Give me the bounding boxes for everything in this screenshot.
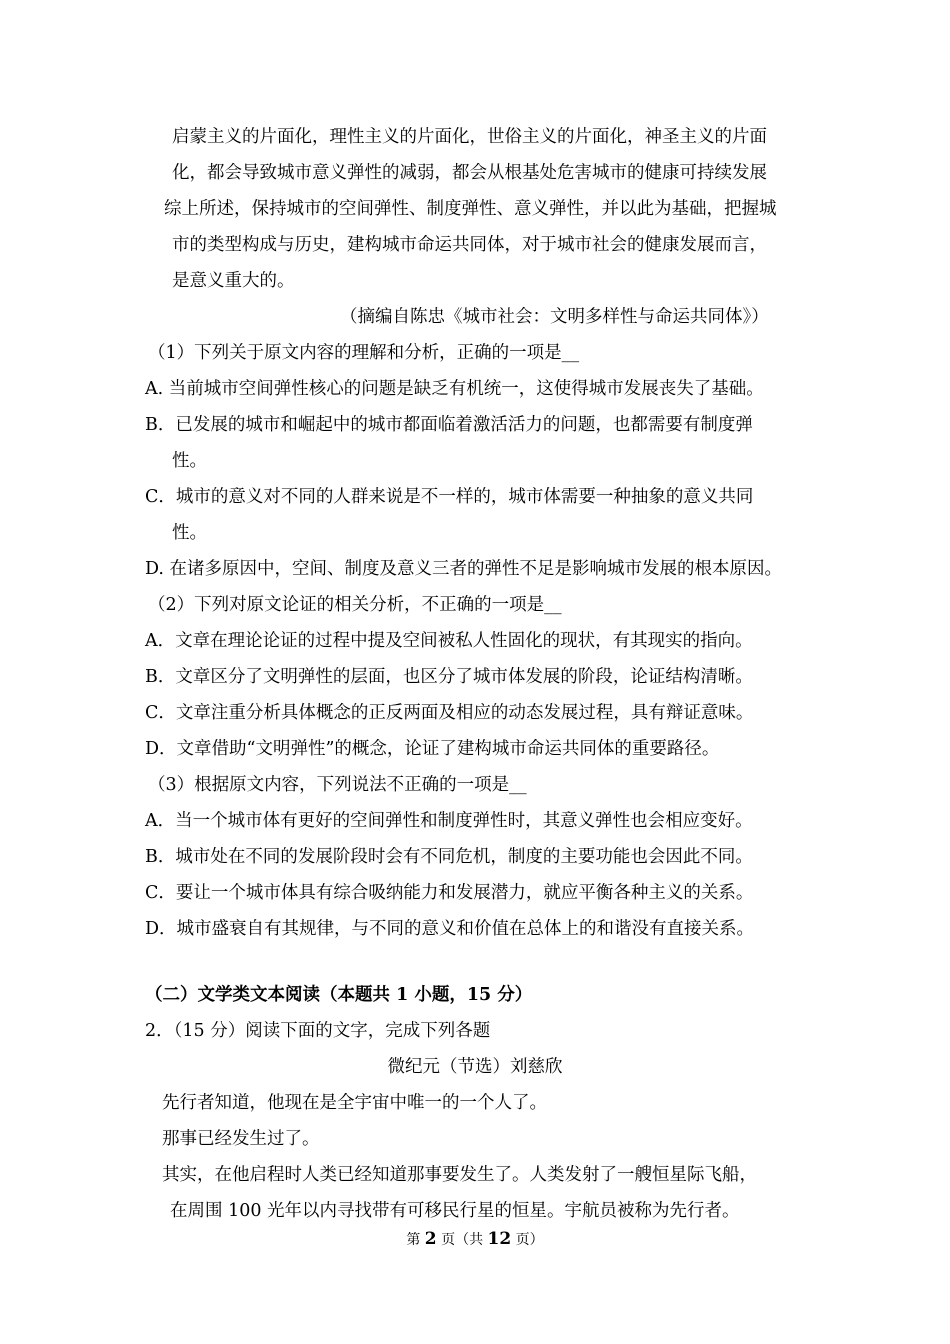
question-stem: （2）下列对原文论证的相关分析，不正确的一项是__ (148, 595, 562, 615)
option-line: 性。 (172, 523, 207, 543)
story-paragraph: 其实，在他启程时人类已经知道那事要发生了。人类发射了一艘恒星际飞船， (162, 1165, 757, 1185)
footer-prefix: 第 (406, 1232, 421, 1248)
option-line: C．文章注重分析具体概念的正反两面及相应的动态发展过程，具有辩证意味。 (145, 703, 754, 723)
passage-line: 市的类型构成与历史，建构城市命运共同体，对于城市社会的健康发展而言， (172, 235, 767, 255)
option-line: B．城市处在不同的发展阶段时会有不同危机，制度的主要功能也会因此不同。 (145, 847, 753, 867)
story-paragraph: 在周围 100 光年以内寻找带有可移民行星的恒星。宇航员被称为先行者。 (170, 1201, 740, 1221)
option-line: B．已发展的城市和崛起中的城市都面临着激活活力的问题，也都需要有制度弹 (145, 415, 753, 435)
option-line: A．当一个城市体有更好的空间弹性和制度弹性时，其意义弹性也会相应变好。 (145, 811, 753, 831)
question-stem: （3）根据原文内容，下列说法不正确的一项是__ (148, 775, 527, 795)
option-line: B．文章区分了文明弹性的层面，也区分了城市体发展的阶段，论证结构清晰。 (145, 667, 753, 687)
option-line: C．要让一个城市体具有综合吸纳能力和发展潜力，就应平衡各种主义的关系。 (145, 883, 754, 903)
section-heading: （二）文学类文本阅读（本题共 1 小题，15 分） (145, 985, 533, 1005)
option-line: C．城市的意义对不同的人群来说是不一样的，城市体需要一种抽象的意义共同 (145, 487, 754, 507)
page-footer (0, 1229, 950, 1249)
option-line: A．文章在理论论证的过程中提及空间被私人性固化的现状，有其现实的指向。 (145, 631, 753, 651)
footer-suffix: 页） (515, 1232, 544, 1248)
option-line: D．城市盛衰自有其规律，与不同的意义和价值在总体上的和谐没有直接关系。 (145, 919, 755, 939)
story-paragraph: 先行者知道，他现在是全宇宙中唯一的一个人了。 (162, 1093, 547, 1113)
passage-line: 启蒙主义的片面化，理性主义的片面化，世俗主义的片面化，神圣主义的片面 (172, 127, 767, 147)
option-line: 性。 (172, 451, 207, 471)
page-number: 2 (424, 1229, 437, 1249)
passage-line: 是意义重大的。 (172, 271, 295, 291)
story-paragraph: 那事已经发生过了。 (162, 1129, 320, 1149)
option-line: A. 当前城市空间弹性核心的问题是缺乏有机统一，这使得城市发展丧失了基础。 (145, 379, 764, 399)
passage-line: 综上所述，保持城市的空间弹性、制度弹性、意义弹性，并以此为基础，把握城 (164, 199, 777, 219)
option-line: D. 在诸多原因中，空间、制度及意义三者的弹性不足是影响城市发展的根本原因。 (145, 559, 783, 579)
story-title: 微纪元（节选）刘慈欣 (387, 1057, 563, 1077)
source-citation: （摘编自陈忠《城市社会：文明多样性与命运共同体》） (340, 307, 769, 327)
footer-middle: 页（共 (441, 1232, 484, 1248)
question-stem: （1）下列关于原文内容的理解和分析，正确的一项是__ (148, 343, 580, 363)
question-stem: 2．（15 分）阅读下面的文字，完成下列各题 (145, 1021, 491, 1041)
total-pages: 12 (487, 1229, 512, 1249)
passage-line: 化，都会导致城市意义弹性的减弱，都会从根基处危害城市的健康可持续发展 (172, 163, 767, 183)
option-line: D．文章借助“文明弹性”的概念，论证了建构城市命运共同体的重要路径。 (145, 739, 720, 759)
